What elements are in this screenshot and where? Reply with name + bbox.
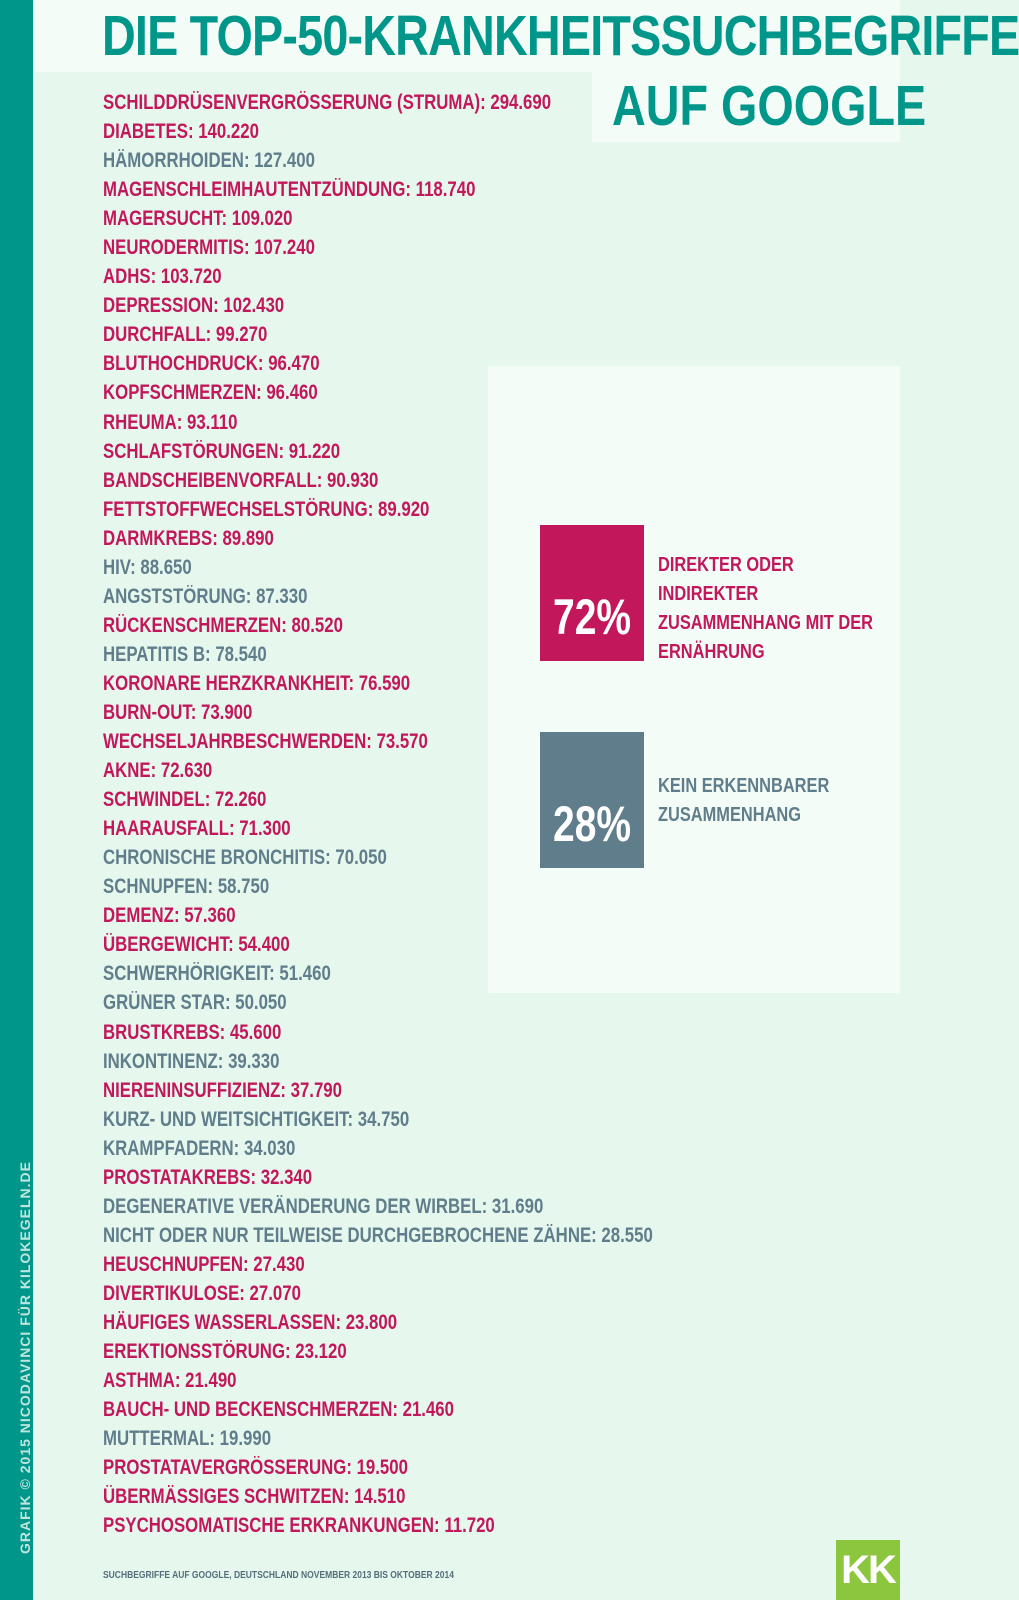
list-item-value: 294.690	[490, 91, 552, 114]
list-item-value: 99.270	[215, 323, 268, 347]
list-item-value: 27.430	[253, 1252, 305, 1276]
list-item-label: HIV	[103, 555, 131, 579]
list-item-value: 34.030	[243, 1136, 296, 1160]
kk-logo: KK	[836, 1540, 900, 1600]
list-item-value: 45.600	[229, 1020, 282, 1044]
list-item: NICHT ODER NUR TEILWEISE DURCHGEBROCHENE ZÄHNE: 28.550	[103, 1223, 653, 1247]
list-item-label: BURN-OUT	[103, 700, 191, 724]
list-item-label: DEGENERATIVE VERÄNDERUNG DER WIRBEL	[103, 1194, 482, 1218]
list-item-label: NEURODERMITIS	[103, 236, 244, 260]
list-item-label: SCHNUPFEN	[103, 875, 208, 899]
list-item-label: NICHT ODER NUR TEILWEISE DURCHGEBROCHENE ZÄHNE	[103, 1223, 592, 1247]
list-item-value: 23.800	[345, 1310, 398, 1334]
stat-box-nutrition	[540, 525, 644, 661]
list-item: WECHSELJAHRBESCHWERDEN: 73.570	[103, 730, 428, 754]
list-item-label: HEPATITIS B	[103, 642, 206, 666]
list-item-label: KORONARE HERZKRANKHEIT	[103, 671, 349, 695]
list-item-value: 50.050	[235, 991, 287, 1015]
list-item-value: 19.990	[219, 1427, 272, 1451]
list-item: PROSTATAKREBS: 32.340	[103, 1165, 313, 1189]
list-item: DIABETES: 140.220	[103, 120, 259, 144]
list-item: SCHILDDRÜSENVERGRÖSSERUNG (STRUMA): 294.690	[103, 91, 552, 114]
list-item-label: BANDSCHEIBENVORFALL	[103, 468, 317, 492]
list-item-label: ÜBERMÄSSIGES SCHWITZEN	[103, 1485, 344, 1509]
list-item: NEURODERMITIS: 107.240	[103, 236, 315, 260]
list-item-label: ÜBERGEWICHT	[103, 933, 229, 957]
list-item-label: SCHWINDEL	[103, 788, 205, 812]
list-item-value: 88.650	[140, 555, 192, 579]
list-item-value: 51.460	[279, 962, 331, 986]
list-item-label: WECHSELJAHRBESCHWERDEN	[103, 730, 367, 754]
list-item: ADHS: 103.720	[103, 265, 222, 289]
list-item-value: 118.740	[415, 178, 476, 202]
list-item: DIVERTIKULOSE: 27.070	[103, 1281, 301, 1305]
list-item-value: 73.900	[200, 700, 253, 724]
list-item-value: 76.590	[358, 671, 411, 695]
list-item-value: 140.220	[198, 120, 259, 144]
list-item: HAARAUSFALL: 71.300	[103, 817, 291, 841]
list-item: AKNE: 72.630	[103, 759, 213, 783]
list-item-label: PROSTATAKREBS	[103, 1165, 251, 1189]
list-item-value: 27.070	[249, 1281, 301, 1305]
list-item-value: 87.330	[256, 584, 308, 608]
stat-label-other: KEIN ERKENNBARER ZUSAMMENHANG	[658, 775, 830, 826]
list-item-value: 32.340	[260, 1165, 313, 1189]
list-item-label: SCHILDDRÜSENVERGRÖSSERUNG (STRUMA)	[103, 91, 481, 114]
list-item-value: 89.890	[222, 526, 274, 550]
list-item-value: 72.630	[160, 759, 213, 783]
list-item-label: DIABETES	[103, 120, 188, 144]
list-item: BURN-OUT: 73.900	[103, 700, 253, 724]
list-item-label: MUTTERMAL	[103, 1427, 210, 1451]
list-item: DARMKREBS: 89.890	[103, 526, 274, 550]
list-item-label: ASTHMA	[103, 1369, 175, 1393]
list-item-label: HAARAUSFALL	[103, 817, 229, 841]
list-item-label: MAGERSUCHT	[103, 207, 222, 231]
list-item-value: 72.260	[215, 788, 267, 812]
list-item-label: AKNE	[103, 759, 151, 783]
list-item-label: CHRONISCHE BRONCHITIS	[103, 846, 326, 870]
list-item: HEUSCHNUPFEN: 27.430	[103, 1252, 305, 1276]
list-item-label: DEMENZ	[103, 904, 174, 928]
list-item: PSYCHOSOMATISCHE ERKRANKUNGEN: 11.720	[103, 1514, 495, 1538]
list-item-label: BAUCH- UND BECKENSCHMERZEN	[103, 1398, 393, 1422]
list-item-value: 21.490	[185, 1369, 237, 1393]
list-item: SCHWERHÖRIGKEIT: 51.460	[103, 962, 331, 986]
list-item: KURZ- UND WEITSICHTIGKEIT: 34.750	[103, 1107, 410, 1131]
list-item: MAGERSUCHT: 109.020	[103, 207, 293, 231]
page-title-line2: AUF GOOGLE	[612, 74, 927, 138]
list-item-label: GRÜNER STAR	[103, 991, 225, 1015]
list-item: HEPATITIS B: 78.540	[103, 642, 267, 666]
list-item-value: 93.110	[187, 410, 238, 434]
list-item: HÄMORRHOIDEN: 127.400	[103, 149, 315, 173]
list-item-value: 21.460	[402, 1398, 454, 1422]
list-item-label: DARMKREBS	[103, 526, 213, 550]
list-item-value: 107.240	[254, 236, 315, 260]
list-item-label: MAGENSCHLEIMHAUTENTZÜNDUNG	[103, 178, 406, 202]
list-item: INKONTINENZ: 39.330	[103, 1049, 280, 1073]
list-item: PROSTATAVERGRÖSSERUNG: 19.500	[103, 1456, 408, 1480]
list-item-value: 70.050	[335, 846, 387, 870]
list-item: ANGSTSTÖRUNG: 87.330	[103, 584, 308, 608]
list-item-value: 11.720	[444, 1514, 495, 1538]
list-item: DEGENERATIVE VERÄNDERUNG DER WIRBEL: 31.690	[103, 1194, 544, 1218]
list-item-label: KRAMPFADERN	[103, 1136, 234, 1160]
list-item: EREKTIONSSTÖRUNG: 23.120	[103, 1340, 347, 1364]
list-item: MAGENSCHLEIMHAUTENTZÜNDUNG: 118.740	[103, 178, 476, 202]
list-item: ÜBERMÄSSIGES SCHWITZEN: 14.510	[103, 1485, 406, 1509]
list-item-label: INKONTINENZ	[103, 1049, 218, 1073]
list-item-value: 71.300	[239, 817, 291, 841]
list-item-label: HÄMORRHOIDEN	[103, 149, 244, 173]
list-item-label: PROSTATAVERGRÖSSERUNG	[103, 1456, 347, 1480]
list-item-value: 80.520	[291, 613, 343, 637]
stat-value-nutrition: 72%	[552, 589, 632, 645]
list-item-value: 39.330	[228, 1049, 280, 1073]
list-item: KORONARE HERZKRANKHEIT: 76.590	[103, 671, 411, 695]
list-item: ASTHMA: 21.490	[103, 1369, 237, 1393]
stat-box-other	[540, 732, 644, 868]
list-item: RHEUMA: 93.110	[103, 410, 238, 434]
list-item: BANDSCHEIBENVORFALL: 90.930	[103, 468, 379, 492]
list-item: HÄUFIGES WASSERLASSEN: 23.800	[103, 1310, 398, 1334]
list-item-value: 73.570	[376, 730, 428, 754]
list-item: KOPFSCHMERZEN: 96.460	[103, 381, 318, 405]
list-item: BAUCH- UND BECKENSCHMERZEN: 21.460	[103, 1398, 454, 1422]
list-item-label: KOPFSCHMERZEN	[103, 381, 257, 405]
list-item: SCHWINDEL: 72.260	[103, 788, 267, 812]
list-item-value: 109.020	[231, 207, 293, 231]
list-item-label: HÄUFIGES WASSERLASSEN	[103, 1310, 336, 1334]
list-item-label: BLUTHOCHDRUCK	[103, 352, 258, 376]
list-item-value: 91.220	[288, 439, 341, 463]
list-item-value: 102.430	[223, 294, 285, 318]
list-item: DEMENZ: 57.360	[103, 904, 236, 928]
list-item-label: ANGSTSTÖRUNG	[103, 584, 246, 608]
list-item-value: 28.550	[601, 1223, 653, 1247]
list-item: FETTSTOFFWECHSELSTÖRUNG: 89.920	[103, 497, 430, 521]
list-item: ÜBERGEWICHT: 54.400	[103, 933, 290, 957]
list-item-label: NIERENINSUFFIZIENZ	[103, 1078, 281, 1102]
list-item: CHRONISCHE BRONCHITIS: 70.050	[103, 846, 387, 870]
list-item-value: 96.460	[266, 381, 318, 405]
list-item-label: PSYCHOSOMATISCHE ERKRANKUNGEN	[103, 1514, 435, 1538]
list-item-value: 34.750	[357, 1107, 410, 1131]
list-item-label: FETTSTOFFWECHSELSTÖRUNG	[103, 497, 368, 521]
list-item: SCHNUPFEN: 58.750	[103, 875, 270, 899]
list-item: BRUSTKREBS: 45.600	[103, 1020, 282, 1044]
list-item-value: 96.470	[268, 352, 320, 376]
list-item: GRÜNER STAR: 50.050	[103, 991, 287, 1015]
list-item: BLUTHOCHDRUCK: 96.470	[103, 352, 320, 376]
list-item-label: SCHWERHÖRIGKEIT	[103, 962, 270, 986]
source-note: SUCHBEGRIFFE AUF GOOGLE, DEUTSCHLAND NOVEMBER 2013 BIS OKTOBER 2014	[103, 1570, 454, 1581]
list-item: SCHLAFSTÖRUNGEN: 91.220	[103, 439, 341, 463]
list-item: RÜCKENSCHMERZEN: 80.520	[103, 613, 343, 637]
list-item-value: 78.540	[215, 642, 267, 666]
list-item-label: BRUSTKREBS	[103, 1020, 220, 1044]
list-item-label: RÜCKENSCHMERZEN	[103, 613, 282, 637]
list-item-label: EREKTIONSSTÖRUNG	[103, 1340, 286, 1364]
list-item: DEPRESSION: 102.430	[103, 294, 285, 318]
list-item-label: HEUSCHNUPFEN	[103, 1252, 244, 1276]
list-item-label: ADHS	[103, 265, 151, 289]
list-item-label: RHEUMA	[103, 410, 177, 434]
list-item-value: 14.510	[354, 1485, 406, 1509]
stat-label-nutrition: DIREKTER ODER INDIREKTER ZUSAMMENHANG MIT DER ERNÄHRUNG	[658, 554, 874, 663]
list-item-value: 37.790	[290, 1078, 342, 1102]
list-item-value: 19.500	[356, 1456, 408, 1480]
list-item-value: 57.360	[184, 904, 236, 928]
list-item: MUTTERMAL: 19.990	[103, 1427, 272, 1451]
list-item: NIERENINSUFFIZIENZ: 37.790	[103, 1078, 342, 1102]
list-item-value: 23.120	[295, 1340, 347, 1364]
list-item-label: DIVERTIKULOSE	[103, 1281, 240, 1305]
list-item-value: 127.400	[254, 149, 315, 173]
list-item-label: DURCHFALL	[103, 323, 206, 347]
list-item-value: 103.720	[160, 265, 222, 289]
list-item-value: 58.750	[217, 875, 270, 899]
list-item-value: 89.920	[378, 497, 430, 521]
list-item-value: 90.930	[327, 468, 379, 492]
list-item: KRAMPFADERN: 34.030	[103, 1136, 296, 1160]
stat-value-other: 28%	[552, 796, 632, 852]
page-title-line1: DIE TOP-50-KRANKHEITSSUCHBEGRIFFE	[102, 4, 1019, 68]
list-item-value: 31.690	[491, 1194, 544, 1218]
list-item: HIV: 88.650	[103, 555, 192, 579]
list-item-label: SCHLAFSTÖRUNGEN	[103, 439, 279, 463]
list-item-value: 54.400	[238, 933, 290, 957]
list-item-label: DEPRESSION	[103, 294, 214, 318]
list-item-label: KURZ- UND WEITSICHTIGKEIT	[103, 1107, 348, 1131]
list-item: DURCHFALL: 99.270	[103, 323, 268, 347]
credit-text: GRAFIK © 2015 NICODAVINCI FÜR KILOKEGELN.DE	[17, 1161, 33, 1554]
